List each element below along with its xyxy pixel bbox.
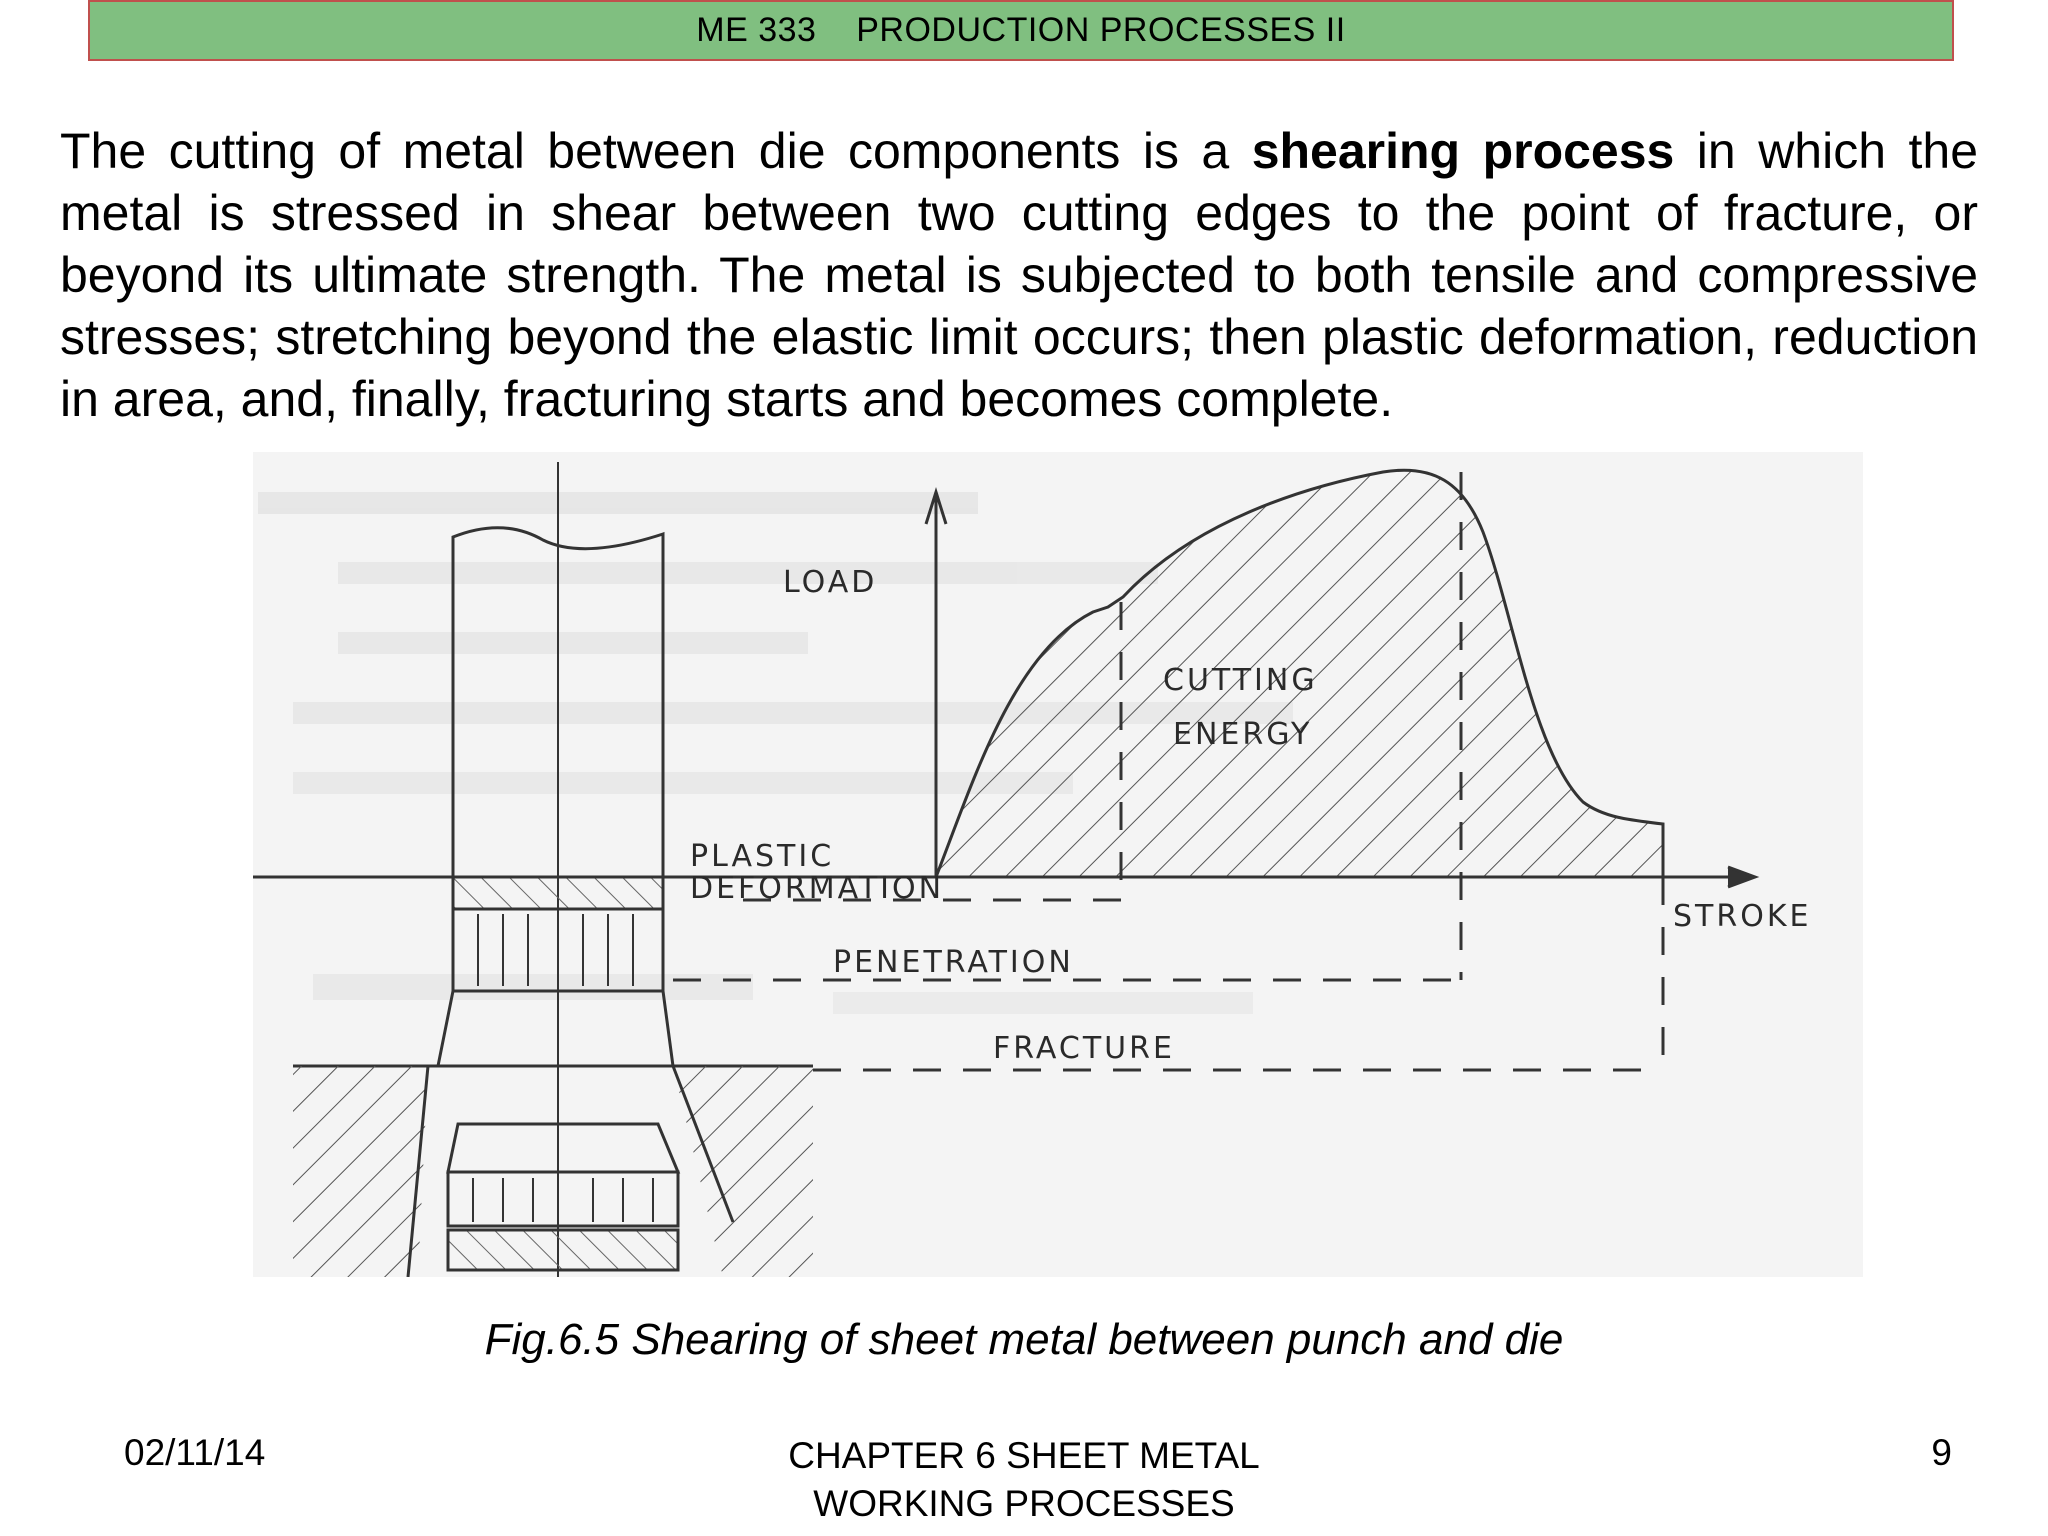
fracture-label: FRACTURE xyxy=(993,1031,1175,1066)
slug xyxy=(448,1124,678,1270)
load-label: LOAD xyxy=(783,565,878,600)
deformation-label: DEFORMATION xyxy=(690,871,945,906)
die-outline xyxy=(253,877,1413,1277)
shearing-sketch xyxy=(253,452,1863,1277)
page-number: 9 xyxy=(1931,1432,1952,1473)
footer-date: 02/11/14 xyxy=(124,1432,266,1473)
shearing-figure xyxy=(253,452,1863,1277)
cutting-label: CUTTING xyxy=(1163,663,1318,698)
footer-chapter xyxy=(0,1432,2048,1528)
footer-chapter-line1: CHAPTER 6 SHEET METAL xyxy=(788,1435,1260,1476)
footer-chapter-line2: WORKING PROCESSES xyxy=(813,1483,1235,1524)
energy-label: ENERGY xyxy=(1173,717,1313,752)
body-paragraph xyxy=(60,120,1978,430)
course-title: ME 333 PRODUCTION PROCESSES II xyxy=(696,11,1346,49)
plastic-label: PLASTIC xyxy=(690,839,835,874)
body-bold-term: shearing process xyxy=(1251,123,1675,179)
figure-caption: Fig.6.5 Shearing of sheet metal between punch and die xyxy=(484,1315,1564,1364)
punch xyxy=(438,462,673,1277)
body-text-start: The cutting of metal between die components is a xyxy=(60,123,1252,179)
header-bar xyxy=(88,0,1954,61)
penetration-label: PENETRATION xyxy=(833,945,1074,980)
body-text-rest: in which the metal is stressed in shear between two cutting edges to the point of fracture, or beyond its ultimate strength. The metal is subjected to both tensile and compressive stresses; stretching beyond the elastic limit occurs; then plastic deformation, reduction in area, and, finally, fracturing starts and becomes complete. xyxy=(60,123,1978,427)
stroke-label: STROKE xyxy=(1673,899,1812,934)
